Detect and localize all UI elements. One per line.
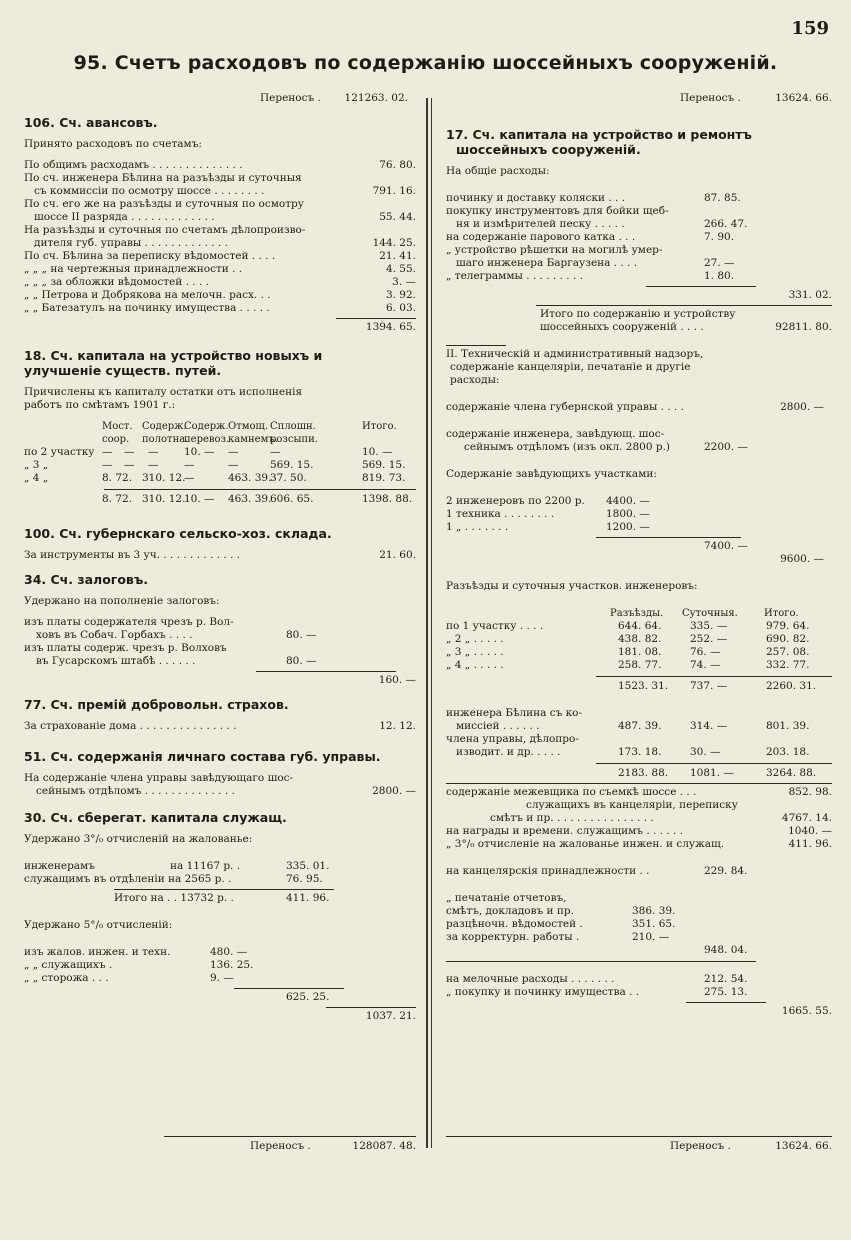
table-cell: 335. 01. (286, 860, 330, 872)
table-cell: 438. 82. (618, 633, 662, 645)
list-item (24, 946, 416, 959)
table-cell: — (124, 446, 135, 458)
table-cell: 258. 77. (618, 659, 662, 671)
table-cell: „ „ служащихъ . (24, 959, 113, 971)
table-header (446, 607, 832, 620)
table-cell: 76. 95. (286, 873, 323, 885)
table-cell: „ 3 „ . . . . . (446, 646, 504, 658)
list-item (24, 972, 416, 985)
table-cell: 1081. — (690, 767, 734, 779)
page-number: 159 (791, 18, 829, 39)
table-cell: 8. 72. (102, 493, 133, 505)
section-heading: 51. Сч. содержанія личнаго состава губ. управы. (24, 749, 381, 764)
table-cell: 10. — (184, 446, 215, 458)
table-cell: 335. — (690, 620, 728, 632)
list-item: покупку инструментовъ для бойки щеб- (446, 205, 669, 217)
list-item: На разъѣзды и суточныя по счетамъ дѣлопроизво- (24, 224, 306, 236)
table-cell: Содерж. (142, 421, 187, 432)
table-cell: 203. 18. (766, 746, 810, 758)
table-cell: служащимъ въ отдѣленіи на 2565 р. . (24, 873, 232, 885)
column-divider (431, 98, 432, 1148)
list-item: „ „ Батезатулъ на починку имущества . . . . . 6. 03. (24, 302, 416, 314)
table-cell: 480. — (210, 946, 248, 958)
table-cell: 3264. 88. (766, 767, 817, 779)
capital-rows (446, 192, 832, 283)
list-item: „ 3°/₀ отчисленіе на жалованье инжен. и служащ. 411. 96. (446, 838, 832, 850)
table-cell: 463. 39. (228, 493, 272, 505)
table-cell: инженерамъ (24, 860, 95, 872)
section-heading: Разъѣзды и суточныя участков. инженеровъ: (446, 580, 698, 592)
list-item: „ устройство рѣшетки на могилѣ умер- (446, 244, 663, 256)
list-item: смѣтъ, докладовъ и пр. 386. 39. (446, 905, 676, 917)
list-item: починку и доставку коляски . . . 87. 85. (446, 192, 741, 204)
table-cell: 644. 64. (618, 620, 662, 632)
table-cell: 252. — (690, 633, 728, 645)
table-cell: 30. — (690, 746, 721, 758)
table-cell: 314. — (690, 720, 728, 732)
table-cell: миссіей . . . . . . (456, 720, 540, 732)
list-item: 2 инженеровъ по 2200 р. 4400. — (446, 495, 650, 507)
table-cell: 8. 72. (102, 472, 133, 484)
travel-table (446, 620, 832, 672)
table-cell: „ 3 „ (24, 459, 49, 471)
table-sum (446, 767, 832, 780)
print-rows (446, 892, 832, 944)
right-column: Переносъ . 13624. 66. 17. Сч. капитала на устройство и ремонтъ шоссейныхъ сооруженій. На общіе расходы: починку и доставку коляски . . . 87. 85. покупку инструментовъ для бойки щеб- ня и измѣрителей песку . . . . . 266. 47. на содержаніе паровoго катка . . . 7. 90. „ устройство рѣшетки на могилѣ умер- шаго инженера Баргаузена . . . . 27. — „ телеграммы . . . . . . . . . 1. 80. 331. 02. Итого по содержанію и устройству шоссейныхъ сооруженій . . . . 92811. 80. II. Техническій и административный надзоръ, содержаніе канцеляріи, печатаніе и другіе расходы: содержаніе члена губернской управы . . . . 2800. — содержаніе инженера, завѣдующ. шос- сейнымъ отдѣломъ (изъ окл. 2800 р.) 2200. — Содержаніе завѣдующихъ участками: 2 инженеровъ по 2200 р. 4400. — 1 техника . . . . . . . . 1800. — 1 „ . . . . . . . 1200. — 7400. — 9600. — Разъѣзды и суточныя участков. инженеровъ: Разъѣзды. Суточныя. Итого. по 1 участку . . . . 644. 64. 335. — 979. 64. „ 2 „ . . . . . 438. 82. 252. — 690. 82. „ 3 „ . . . . . 181. 08. 76. — 257. 08. „ 4 „ . . . . . 258. 77. 74. — 332. 77. 1523. 31. 737. — 2260. 31. инженера Бѣлина съ ко- миссіей . . . . . . 487. 39. 314. — 801. 39. члена управы, дѣлопро- изводит. и др. . . . . 173. 18. 30. — 203. 18. 2183. 88. 1081. — 3264. 88. содержаніе межевщика по съемкѣ шоссе . . . 852. 98. служащихъ въ канцеляріи, переписку смѣтъ и пр. . . . . . . . . . . . . . . . 4767. 14. на награды и времени. служащимъ . . . . . . 1040. — „ 3°/₀ отчисленіе на жалованье инжен. и служащ. 411. 96. на канцелярскія принадлежности . . 229. 84. „ печатаніе отчетовъ, смѣтъ, докладовъ и пр. 386. 39. разцѣночн. вѣдомостей . 351. 65. за корректурн. работы . 210. — 948. 04. на мелочные расходы . . . . . . . 212. 54. „ покупку и починку имущества . . 275. 13. 1665. 55. (446, 92, 832, 1017)
list-item: „ печатаніе отчетовъ, (446, 892, 567, 904)
table-cell: 76. — (690, 646, 721, 658)
list-item: изъ платы содерж. чрезъ р. Волховъ (24, 642, 227, 654)
table-cell: на 11167 р. . (170, 860, 241, 872)
table-cell: 9. — (210, 972, 234, 984)
carry-in-row: Переносъ . 13624. 66. (680, 92, 832, 104)
table-cell: по 2 участку (24, 446, 95, 458)
list-item: По сч. инженера Бѣлина на разъѣзды и суточныя (24, 172, 302, 184)
list-item: По сч. его же на разъѣзды и суточныя по осмотру (24, 198, 304, 210)
table-cell: 1398. 88. (362, 493, 413, 505)
table-cell: Сплошн. (270, 421, 316, 432)
list-item: за корректурн. работы . 210. — (446, 931, 670, 943)
table-cell: — (148, 446, 159, 458)
table-cell: 801. 39. (766, 720, 810, 732)
table-cell: „ 2 „ . . . . . (446, 633, 504, 645)
table-cell: 463. 39. (228, 472, 272, 484)
table-cell: „ „ сторожа . . . (24, 972, 109, 984)
table-header (24, 420, 416, 433)
list-item: „ „ Петрова и Добрякова на мелочн. расх. . . 3. 92. (24, 289, 416, 301)
table-cell: изъ жалов. инжен. и техн. (24, 946, 171, 958)
table-cell: — (148, 459, 159, 471)
list-item (24, 873, 416, 886)
table-cell: полотна. (142, 434, 189, 445)
page-title: 95. Счетъ расходовъ по содержанію шоссейныхъ сооруженій. (73, 52, 778, 74)
section-heading: 17. Сч. капитала на устройство и ремонтъ шоссейныхъ сооруженій. (446, 127, 752, 157)
table-row (446, 633, 832, 646)
table-cell: 2183. 88. (618, 767, 669, 779)
list-item: шоссе II разряда . . . . . . . . . . . . . 55. 44. (34, 211, 416, 223)
section-heading: 30. Сч. сберегат. капитала служащ. (24, 810, 287, 825)
table-sum (446, 680, 832, 693)
table-cell: — (102, 446, 113, 458)
table-cell: 332. 77. (766, 659, 810, 671)
table-cell: 310. 12. (142, 493, 186, 505)
table-cell: — (228, 459, 239, 471)
manager-rows (446, 495, 832, 534)
table-cell: по 1 участку . . . . (446, 620, 544, 632)
table-cell: 181. 08. (618, 646, 662, 658)
list-item: содержаніе межевщика по съемкѣ шоссе . . . 852. 98. (446, 786, 832, 798)
section-heading: 34. Сч. залоговъ. (24, 572, 148, 587)
list-item: смѣтъ и пр. . . . . . . . . . . . . . . . 4767. 14. (490, 812, 832, 824)
list-item: сейнымъ отдѣломъ . . . . . . . . . . . . . . 2800. — (36, 785, 416, 797)
table-cell: — (184, 459, 195, 471)
table-cell: „ 4 „ . . . . . (446, 659, 504, 671)
capital-table (24, 420, 416, 506)
list-item: съ коммиссіи по осмотру шоссе . . . . . . . . 791. 16. (34, 185, 416, 197)
list-item: на содержаніе паровoго катка . . . 7. 90. (446, 231, 735, 243)
table-cell: — (270, 446, 281, 458)
table-cell: — (102, 459, 113, 471)
section-heading: II. Техническій и административный надзоръ, (446, 348, 704, 360)
table-cell: — (228, 446, 239, 458)
savings-rows (24, 860, 416, 886)
total-row: 1394. 65. (365, 321, 416, 333)
table-cell: соор. (102, 434, 130, 445)
section-heading: 18. Сч. капитала на устройство новыхъ и улучшеніе существ. путей. (24, 348, 323, 378)
table-cell: 74. — (690, 659, 721, 671)
section-heading: 106. Сч. авансовъ. (24, 115, 158, 130)
table-cell: 487. 39. (618, 720, 662, 732)
table-cell: 819. 73. (362, 472, 406, 484)
list-item: шаго инженера Баргаузена . . . . 27. — (456, 257, 735, 269)
list-item: „ телеграммы . . . . . . . . . 1. 80. (446, 270, 735, 282)
itogo-row: Итого на . . 13732 р. . 411. 96. (114, 892, 330, 904)
list-item: По сч. Бѣлина за переписку вѣдомостей . . . . 21. 41. (24, 250, 416, 262)
table-cell: перевоз. (184, 434, 230, 445)
table-row (446, 746, 832, 759)
table-cell: камнемъ. (228, 434, 278, 445)
table-cell: 979. 64. (766, 620, 810, 632)
table-cell: — (124, 459, 135, 471)
table-cell: Суточныя. (682, 608, 738, 619)
table-header (24, 433, 416, 446)
table-cell: Мост. (102, 421, 133, 432)
list-item: въ Гусарскомъ штабѣ . . . . . . 80. — (36, 655, 317, 667)
list-item: на канцелярскія принадлежности . . 229. 84. (446, 865, 748, 877)
itogo-row: шоссейныхъ сооруженій . . . . 92811. 80. (540, 321, 832, 333)
list-item: изъ платы содержателя чрезъ р. Вол- (24, 616, 234, 628)
table-cell: 10. — (362, 446, 393, 458)
list-item: „ „ „ на чертежныя принадлежности . . 4. 55. (24, 263, 416, 275)
table-row (24, 472, 416, 485)
left-footer: Переносъ . 128087. 48. (24, 1136, 416, 1153)
list-item: дителя губ. управы . . . . . . . . . . . . . 144. 25. (34, 237, 416, 249)
advances-rows (24, 159, 416, 315)
table-cell: „ 4 „ (24, 472, 49, 484)
savings-rows (24, 946, 416, 985)
table-cell: — (184, 472, 195, 484)
table-row (24, 459, 416, 472)
table-cell: 569. 15. (362, 459, 406, 471)
table-cell: 136. 25. (210, 959, 254, 971)
total-row: 1665. 55. (781, 1005, 832, 1017)
list-item: „ покупку и починку имущества . . 275. 13. (446, 986, 748, 998)
list-item: служащихъ въ канцеляріи, переписку (526, 799, 738, 811)
list-item (24, 959, 416, 972)
table-cell: Содерж. (184, 421, 229, 432)
deposit-rows (24, 616, 416, 668)
list-item: ховъ въ Собач. Горбахъ . . . . 80. — (36, 629, 317, 641)
table-cell: Итого. (764, 608, 799, 619)
list-item: „ „ „ за обложки вѣдомостей . . . . 3. — (24, 276, 416, 288)
list-item (24, 860, 416, 873)
table-cell: 1523. 31. (618, 680, 669, 692)
list-item: разцѣночн. вѣдомостей . 351. 65. (446, 918, 676, 930)
section-heading: 100. Сч. губернскаго сельско-хоз. склада. (24, 526, 332, 541)
total-row: 160. — (378, 674, 416, 686)
section-heading: 77. Сч. премій добровольн. страхов. (24, 697, 289, 712)
list-item: на награды и времени. служащимъ . . . . . . 1040. — (446, 825, 832, 837)
table-row (446, 620, 832, 633)
table-cell: 257. 08. (766, 646, 810, 658)
table-cell: Разъѣзды. (610, 608, 664, 619)
table-row (446, 659, 832, 672)
table-cell: Отмощ. (228, 421, 269, 432)
list-item: сейнымъ отдѣломъ (изъ окл. 2800 р.) 2200. — (464, 441, 748, 453)
list-item: ня и измѣрителей песку . . . . . 266. 47. (456, 218, 748, 230)
list-item: 1 техника . . . . . . . . 1800. — (446, 508, 650, 520)
table-cell: Итого. (362, 421, 397, 432)
right-footer: Переносъ . 13624. 66. (446, 1136, 832, 1153)
list-item: По общимъ расходамъ . . . . . . . . . . . . . . 76. 80. (24, 159, 416, 171)
table-cell: розсыпи. (270, 434, 318, 445)
table-row (24, 446, 416, 459)
left-column: Переносъ . 121263. 02. 106. Сч. авансовъ. Принято расходовъ по счетамъ: По общимъ расходамъ . . . . . . . . . . . . . . 76. 80. По сч. инженера Бѣлина на разъѣзды и суточныя съ коммиссіи по осмотру шоссе . . . . . . . . 791. 16. По сч. его же на разъѣзды и суточныя по осмотру шоссе II разряда . . . . . . . . . . . . . 55. 44. На разъѣзды и суточныя по счетамъ дѣлопроизво- дителя губ. управы . . . . . . . . . . . . . 144. 25. По сч. Бѣлина за переписку вѣдомостей . . . . 21. 41. „ „ „ на чертежныя принадлежности . . 4. 55. „ „ „ за обложки вѣдомостей . . . . 3. — „ „ Петрова и Добрякова на мелочн. расх. . . 3. 92. „ „ Батезатулъ на починку имущества . . . . . 6. 03. 1394. 65. 18. Сч. капитала на устройство новыхъ и улучшеніе существ. путей. Причислены къ капиталу остатки отъ исполненія работъ по смѣтамъ 1901 г.: Мост. Содерж. Содерж. Отмощ. Сплошн. Итого. соор. полотна. перевоз. камнемъ. розсыпи. по 2 участку — — — 10. — — — 10. — „ 3 „ — — — — — 569. 15. 569. 15. „ 4 „ 8. 72. 310. 12. — 463. 39. 37. 50. 819. 73. 8. 72. 310. 12. 10. — 463. 39. 606. 65. 1398. 88. 100. Сч. губернскаго сельско-хоз. склада. За инструменты въ 3 уч. . . . . . . . . . . . . 21. 60. 34. Сч. залоговъ. Удержано на пополненіе залоговъ: изъ платы содержателя чрезъ р. Вол- ховъ въ Собач. Горбахъ . . . . 80. — изъ платы содерж. чрезъ р. Волховъ въ Гусарскомъ штабѣ . . . . . . 80. — 160. — 77. Сч. премій добровольн. страхов. За страхованіе дома . . . . . . . . . . . . . . . 12. 12. 51. Сч. содержанія личнаго состава губ. управы. На содержаніе члена управы завѣдующаго шос- сейнымъ отдѣломъ . . . . . . . . . . . . . . 2800. — 30. Сч. сберегат. капитала служащ. Удержано 3°/₀ отчисленій на жалованье: инженерамъ на 11167 р. . 335. 01. служащимъ въ отдѣленіи на 2565 р. . 76. 95. Итого на . . 13732 р. . 411. 96. Удержано 5°/₀ отчисленій: изъ жалов. инжен. и техн. 480. — „ „ служащихъ . 136. 25. „ „ сторожа . . . 9. — 625. 25. 1037. 21. (24, 92, 416, 1022)
carry-in-row: Переносъ . 121263. 02. (260, 92, 408, 104)
column-divider (426, 98, 428, 1148)
total-row: 9600. — (780, 553, 824, 565)
table-cell: изводит. и др. . . . . (456, 746, 561, 758)
list-item: 1 „ . . . . . . . 1200. — (446, 521, 650, 533)
table-cell: 310. 12. (142, 472, 186, 484)
table-row (446, 646, 832, 659)
table-cell: 2260. 31. (766, 680, 817, 692)
table-cell: 737. — (690, 680, 728, 692)
table-sum (24, 493, 416, 506)
table-cell: 10. — (184, 493, 215, 505)
table-cell: 606. 65. (270, 493, 314, 505)
table-cell: 37. 50. (270, 472, 307, 484)
table-cell: 690. 82. (766, 633, 810, 645)
list-item: содержаніе члена губернской управы . . . . 2800. — (446, 401, 824, 413)
table-cell: 173. 18. (618, 746, 662, 758)
table-row (446, 720, 832, 733)
list-item: на мелочные расходы . . . . . . . 212. 54. (446, 973, 748, 985)
table-cell: 569. 15. (270, 459, 314, 471)
list-item: За страхованіе дома . . . . . . . . . . . . . . . 12. 12. (24, 720, 416, 732)
misc-rows (446, 786, 832, 851)
total-row: 331. 02. (788, 289, 832, 301)
list-item: За инструменты въ 3 уч. . . . . . . . . . . . . 21. 60. (24, 549, 416, 561)
total-row: 1037. 21. (365, 1010, 416, 1022)
